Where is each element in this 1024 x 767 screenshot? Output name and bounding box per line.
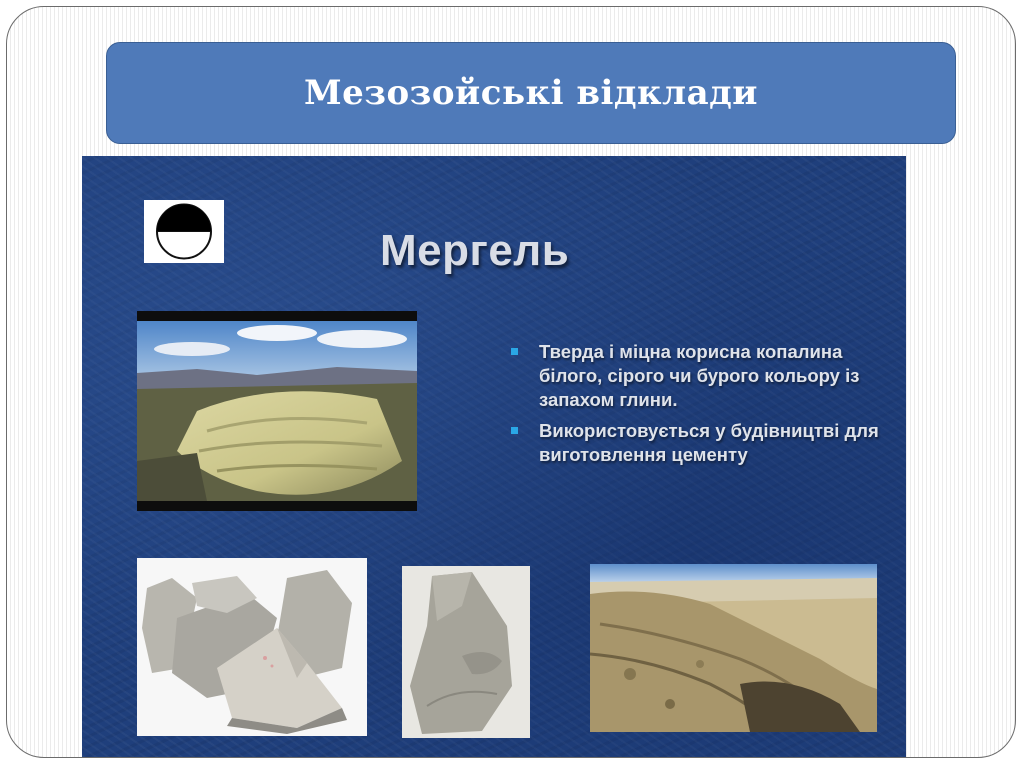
embedded-slide — [82, 156, 906, 758]
marl-slab-photo — [402, 566, 530, 738]
bullet-item — [509, 419, 889, 467]
bullet-list — [509, 340, 889, 474]
square-bullet-icon — [511, 427, 518, 434]
bullet-text: Тверда і міцна корисна копалина білого, сірого чи бурого кольору із запахом глини. — [539, 341, 860, 410]
slide-frame — [6, 6, 1016, 758]
marl-quarry-photo — [137, 311, 417, 511]
page-title: Мезозойські відклади — [304, 73, 758, 113]
geologic-symbol-icon — [144, 200, 224, 263]
title-banner — [106, 42, 956, 144]
marl-outcrop-photo — [590, 564, 877, 732]
marl-lumps-photo — [137, 558, 367, 736]
square-bullet-icon — [511, 348, 518, 355]
bullet-text: Використовується у будівництві для виготовлення цементу — [539, 420, 879, 465]
slide-heading: Мергель — [380, 226, 570, 275]
bullet-item — [509, 340, 889, 412]
